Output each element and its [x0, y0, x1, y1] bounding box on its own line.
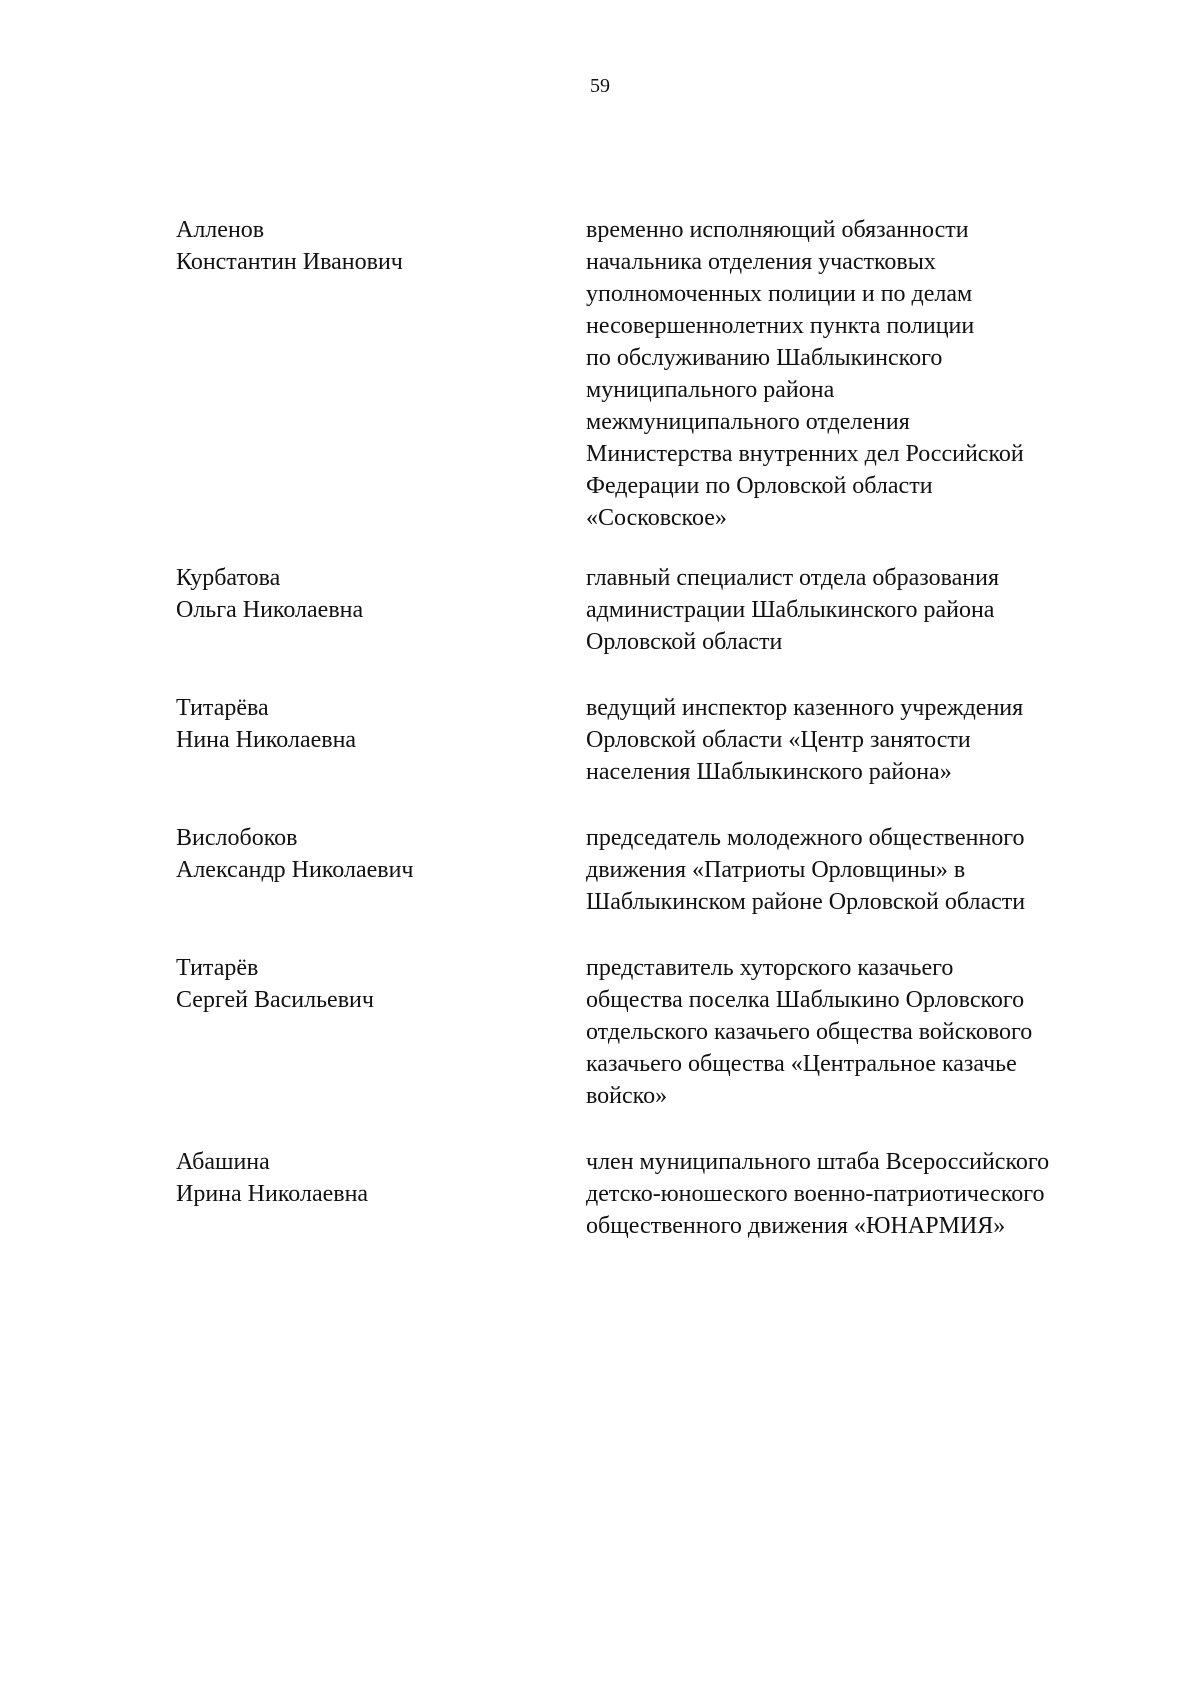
member-surname: Алленов — [176, 217, 265, 243]
role-line: «Сосковское» — [586, 505, 727, 531]
role-line: Федерации по Орловской области — [586, 473, 933, 499]
role-line: ведущий инспектор казенного учреждения — [586, 695, 1024, 721]
role-line: уполномоченных полиции и по делам — [586, 281, 973, 307]
member-surname: Титарёв — [176, 955, 259, 981]
member-surname: Вислобоков — [176, 825, 298, 851]
role-line: несовершеннолетних пункта полиции — [586, 313, 975, 339]
role-line: общественного движения «ЮНАРМИЯ» — [586, 1213, 1006, 1239]
role-line: войско» — [586, 1083, 668, 1109]
member-role — [586, 562, 1146, 658]
role-line: общества поселка Шаблыкино Орловского — [586, 987, 1025, 1013]
role-line: представитель хуторского казачьего — [586, 955, 954, 981]
role-line: Шаблыкинском районе Орловской области — [586, 889, 1026, 915]
member-role — [586, 1146, 1146, 1242]
role-line: временно исполняющий обязанности — [586, 217, 969, 243]
role-line: начальника отделения участковых — [586, 249, 936, 275]
role-line: Орловской области «Центр занятости — [586, 727, 971, 753]
role-line: председатель молодежного общественного — [586, 825, 1025, 851]
member-given-names: Сергей Васильевич — [176, 987, 374, 1013]
role-line: детско-юношеского военно-патриотического — [586, 1181, 1045, 1207]
member-name — [176, 562, 536, 626]
page-number: 59 — [590, 75, 610, 97]
role-line: межмуниципального отделения — [586, 409, 910, 435]
member-role — [586, 214, 1146, 534]
role-line: населения Шаблыкинского района» — [586, 759, 952, 785]
member-given-names: Ольга Николаевна — [176, 597, 364, 623]
member-given-names: Нина Николаевна — [176, 727, 357, 753]
member-given-names: Александр Николаевич — [176, 857, 414, 883]
member-role — [586, 692, 1146, 788]
member-surname: Титарёва — [176, 695, 269, 721]
member-given-names: Константин Иванович — [176, 249, 403, 275]
member-name — [176, 692, 536, 756]
member-name — [176, 822, 536, 886]
member-name — [176, 214, 536, 278]
role-line: казачьего общества «Центральное казачье — [586, 1051, 1017, 1077]
role-line: Министерства внутренних дел Российской — [586, 441, 1024, 467]
member-surname: Курбатова — [176, 565, 281, 591]
member-name — [176, 1146, 536, 1210]
member-role — [586, 822, 1146, 918]
role-line: главный специалист отдела образования — [586, 565, 1000, 591]
role-line: движения «Патриоты Орловщины» в — [586, 857, 966, 883]
role-line: отдельского казачьего общества войскового — [586, 1019, 1033, 1045]
role-line: по обслуживанию Шаблыкинского — [586, 345, 943, 371]
role-line: член муниципального штаба Всероссийского — [586, 1149, 1050, 1175]
member-role — [586, 952, 1146, 1112]
role-line: Орловской области — [586, 629, 783, 655]
role-line: муниципального района — [586, 377, 835, 403]
member-given-names: Ирина Николаевна — [176, 1181, 369, 1207]
role-line: администрации Шаблыкинского района — [586, 597, 995, 623]
member-surname: Абашина — [176, 1149, 270, 1175]
member-name — [176, 952, 536, 1016]
